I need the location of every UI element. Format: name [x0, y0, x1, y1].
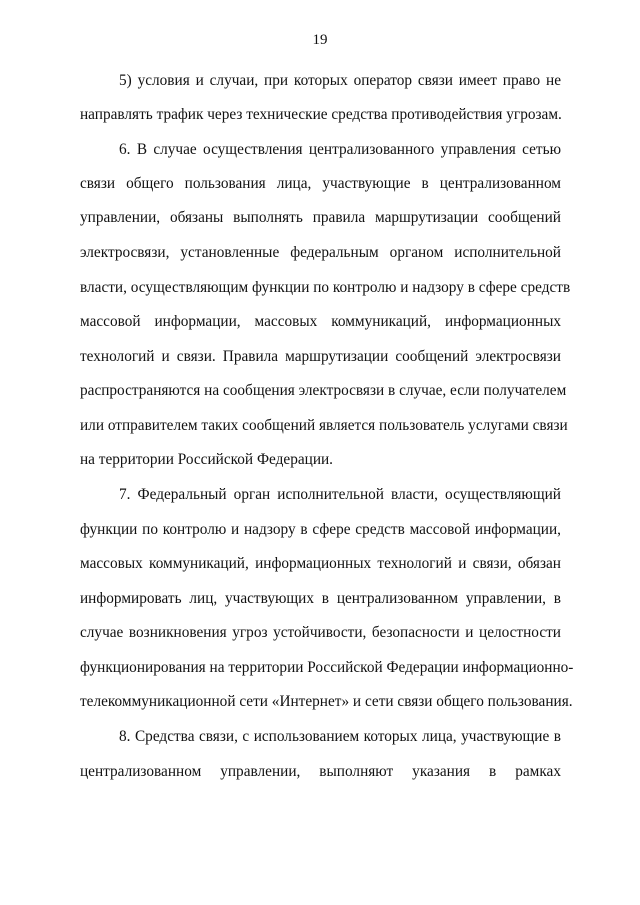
text-line: 6. В случае осуществления централизованного управления сетью: [119, 141, 561, 158]
text-line: централизованном управлении, выполняют указания в рамках: [80, 763, 561, 780]
text-line: технологий и связи. Правила маршрутизации сообщений электросвязи: [80, 348, 561, 365]
text-line: функции по контролю и надзору в сфере средств массовой информации,: [80, 521, 561, 538]
text-line: случае возникновения угроз устойчивости, безопасности и целостности: [80, 624, 561, 641]
text-line: функционирования на территории Российской Федерации информационно-: [80, 659, 574, 676]
text-line: массовой информации, массовых коммуникаций, информационных: [80, 313, 561, 330]
page-number: 19: [312, 32, 328, 48]
text-line: распространяются на сообщения электросвязи в случае, если получателем: [80, 382, 567, 399]
text-line: управлении, обязаны выполнять правила маршрутизации сообщений: [80, 209, 561, 226]
text-line: направлять трафик через технические средства противодействия угрозам.: [80, 106, 562, 123]
text-line: 7. Федеральный орган исполнительной власти, осуществляющий: [119, 486, 561, 503]
text-line: массовых коммуникаций, информационных технологий и связи, обязан: [80, 555, 561, 572]
text-line: на территории Российской Федерации.: [80, 451, 334, 468]
text-line: электросвязи, установленные федеральным органом исполнительной: [80, 244, 561, 261]
text-line: связи общего пользования лица, участвующие в централизованном: [80, 175, 561, 192]
text-line: власти, осуществляющим функции по контролю и надзору в сфере средств: [80, 279, 571, 296]
text-line: телекоммуникационной сети «Интернет» и сети связи общего пользования.: [80, 693, 573, 710]
text-line: 8. Средства связи, с использованием которых лица, участвующие в: [119, 728, 561, 745]
text-line: или отправителем таких сообщений является пользователь услугами связи: [80, 417, 568, 434]
text-line: 5) условия и случаи, при которых оператор связи имеет право не: [119, 72, 561, 89]
text-line: информировать лиц, участвующих в централизованном управлении, в: [80, 590, 561, 607]
